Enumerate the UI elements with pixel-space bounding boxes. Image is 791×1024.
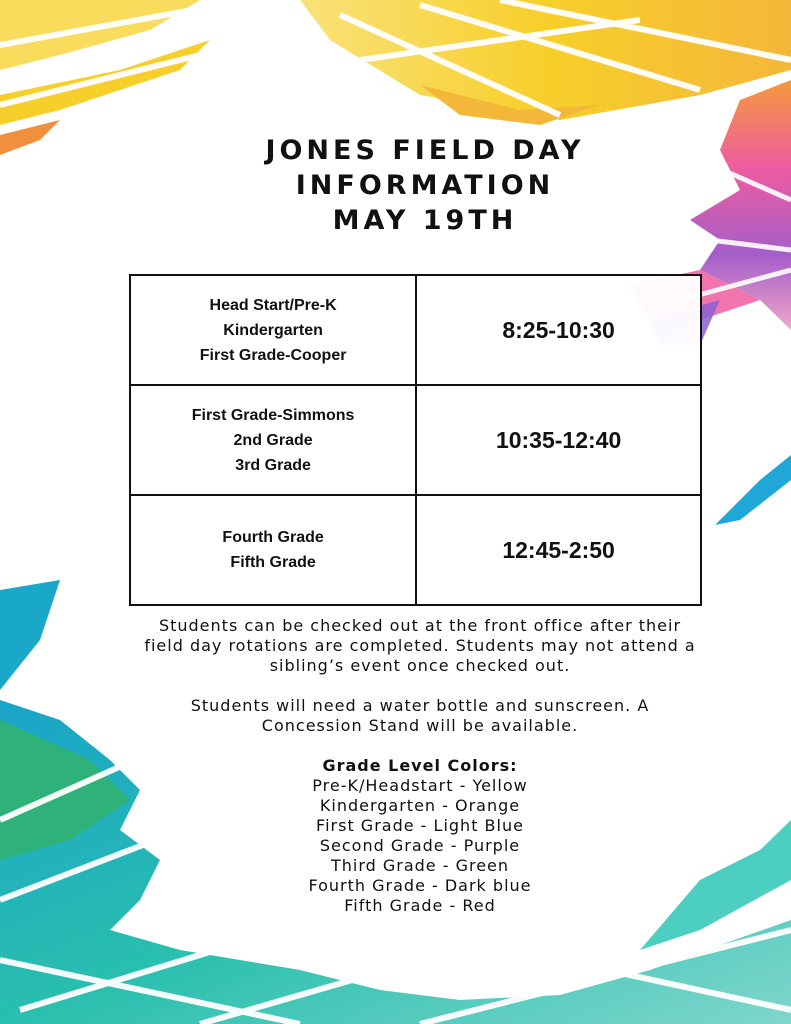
- schedule-table: [129, 274, 702, 606]
- notes-section: [140, 616, 700, 916]
- time-slot: 12:45-2:50: [502, 536, 615, 563]
- table-row: [130, 495, 701, 605]
- grade-group: Head Start/Pre-K: [209, 296, 337, 314]
- grade-group: Fourth Grade: [222, 529, 324, 546]
- groups-cell: [130, 495, 416, 605]
- time-cell: [416, 275, 701, 385]
- title-line-3: MAY 19TH: [332, 205, 518, 236]
- supplies-note: Students will need a water bottle and sunscreen. A Concession Stand will be available.: [190, 696, 650, 735]
- table-row: [130, 275, 701, 385]
- table-row: [130, 385, 701, 495]
- grade-color-item: First Grade - Light Blue: [316, 816, 524, 835]
- grade-colors-heading: Grade Level Colors:: [322, 756, 518, 775]
- grade-group: First Grade-Simmons: [191, 406, 355, 424]
- groups-cell: [130, 275, 416, 385]
- time-slot: 8:25-10:30: [502, 316, 615, 343]
- grade-group: 2nd Grade: [233, 431, 313, 449]
- time-cell: [416, 495, 701, 605]
- page-title: [0, 133, 791, 238]
- title-line-2: INFORMATION: [295, 170, 555, 201]
- grade-group: First Grade-Cooper: [199, 346, 347, 364]
- grade-color-item: Pre-K/Headstart - Yellow: [312, 776, 528, 795]
- time-slot: 10:35-12:40: [495, 426, 622, 453]
- grade-color-item: Fifth Grade - Red: [344, 896, 496, 915]
- grade-color-item: Second Grade - Purple: [319, 836, 521, 855]
- grade-group: Kindergarten: [223, 321, 323, 339]
- grade-color-item: Fourth Grade - Dark blue: [308, 876, 532, 895]
- checkout-note: Students can be checked out at the front office after their field day rotations are completed. Students may not attend a sibling’s event once checked out.: [144, 616, 696, 675]
- grade-color-item: Third Grade - Green: [330, 856, 510, 875]
- grade-color-item: Kindergarten - Orange: [319, 796, 521, 815]
- title-line-1: JONES FIELD DAY: [265, 135, 585, 166]
- groups-cell: [130, 385, 416, 495]
- time-cell: [416, 385, 701, 495]
- grade-group: Fifth Grade: [230, 554, 316, 571]
- grade-group: 3rd Grade: [235, 456, 311, 474]
